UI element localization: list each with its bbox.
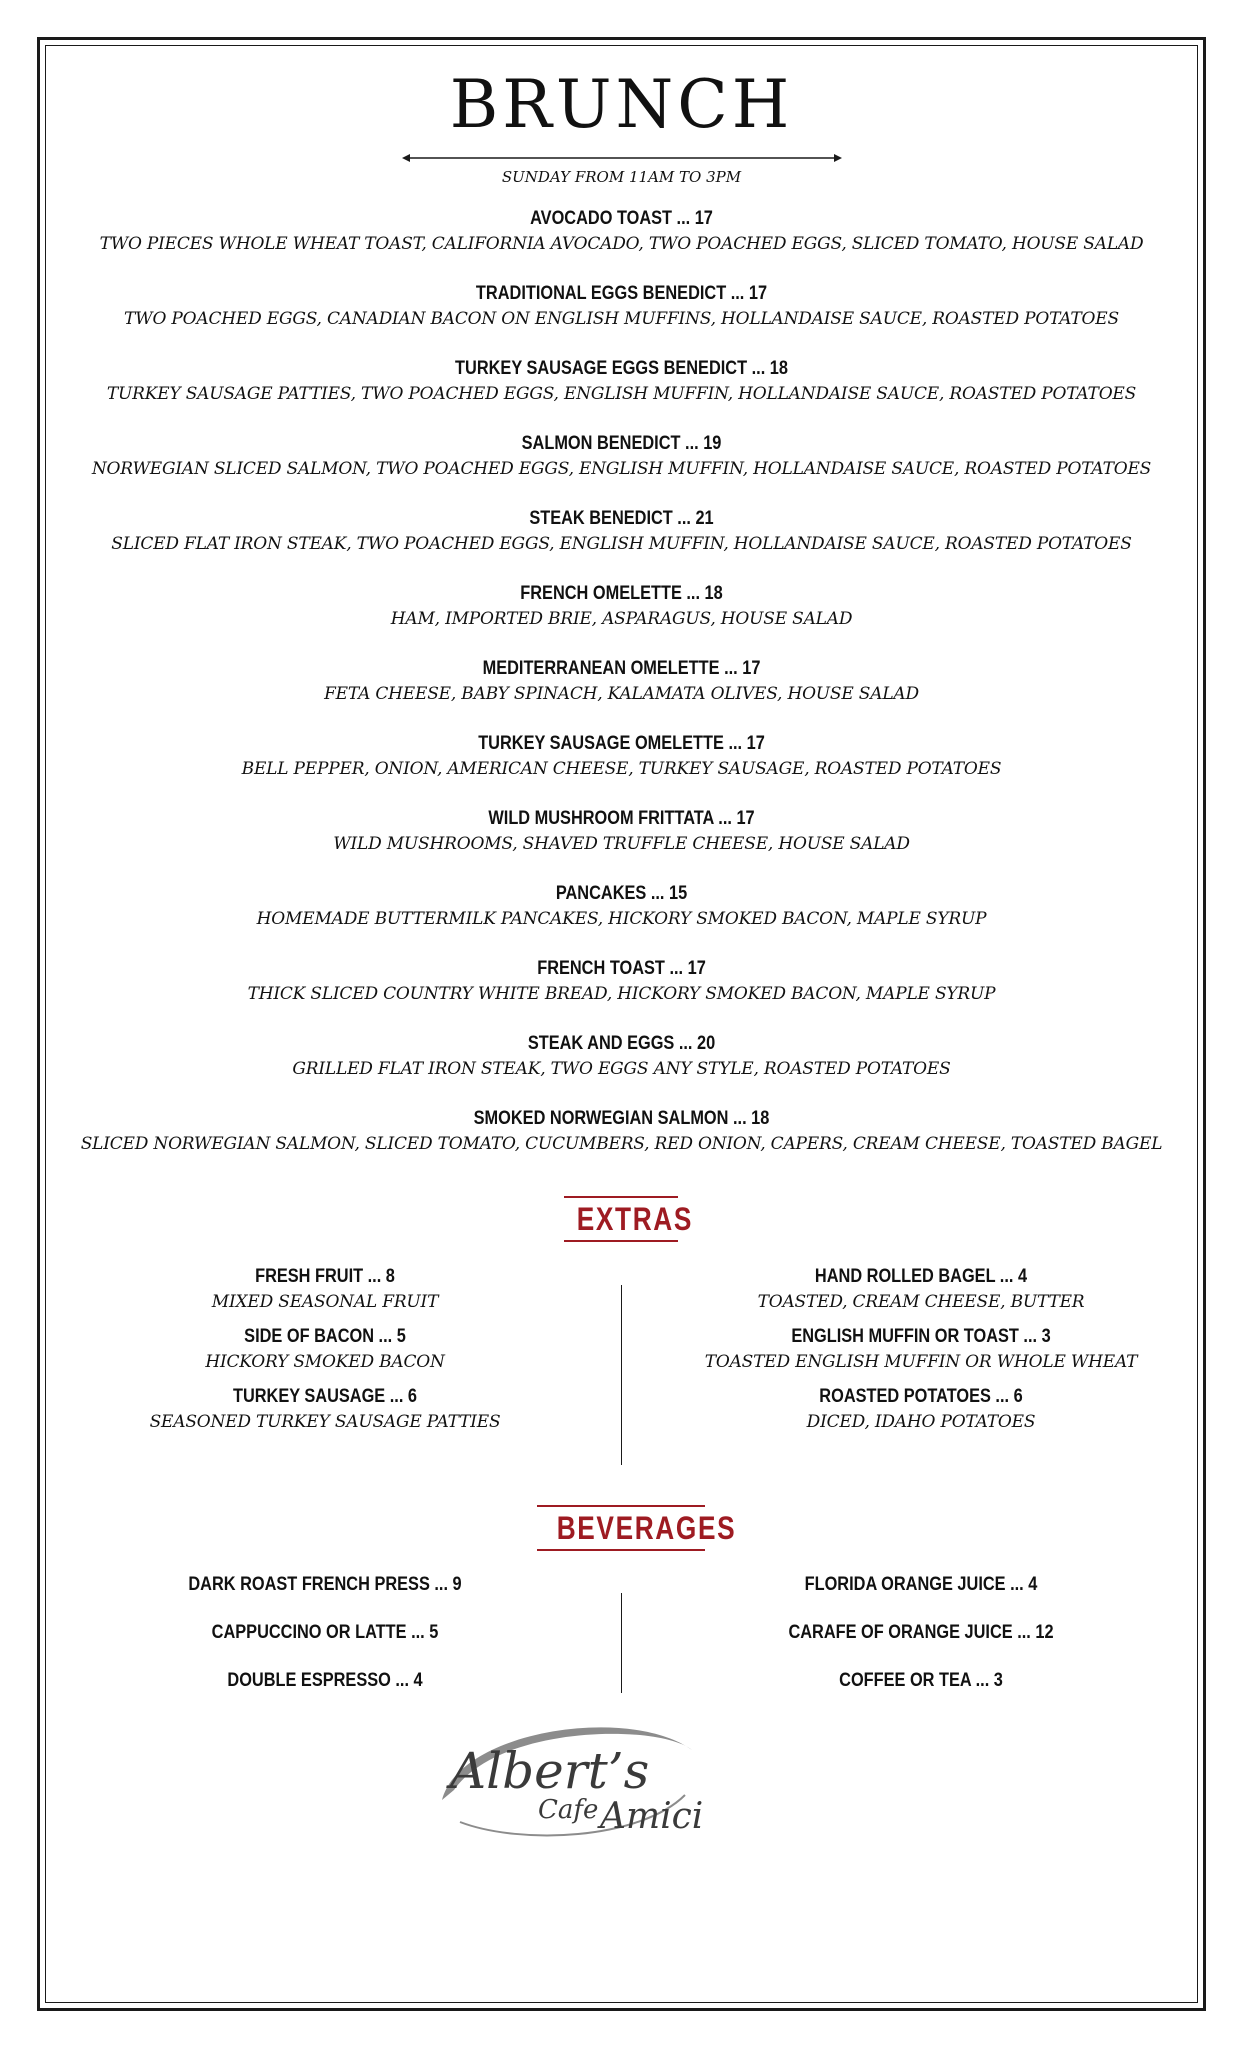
item-name: SALMON BENEDICT ... 19 [521,433,722,454]
title-arrow-rule [402,152,842,164]
menu-item [45,807,1198,855]
beverage-item: FLORIDA ORANGE JUICE ... 4 [804,1574,1038,1595]
menu-item [45,507,1198,555]
alberts-cafe-amici-logo [430,1710,730,1850]
item-description: BELL PEPPER, ONION, AMERICAN CHEESE, TURKEY SAUSAGE, ROASTED POTATOES [241,759,1002,779]
item-name: WILD MUSHROOM FRITTATA ... 17 [488,808,755,829]
extra-item [691,1325,1151,1373]
item-name: TURKEY SAUSAGE EGGS BENEDICT ... 18 [455,358,788,379]
item-name: ROASTED POTATOES ... 6 [819,1386,1023,1407]
item-description: TWO PIECES WHOLE WHEAT TOAST, CALIFORNIA AVOCADO, TWO POACHED EGGS, SLICED TOMATO, HOUSE SALAD [99,234,1144,254]
item-name: FRENCH OMELETTE ... 18 [520,583,723,604]
extra-item [691,1265,1151,1313]
item-description: THICK SLICED COUNTRY WHITE BREAD, HICKORY SMOKED BACON, MAPLE SYRUP [247,984,996,1004]
item-description: HAM, IMPORTED BRIE, ASPARAGUS, HOUSE SALAD [390,609,853,629]
extras-column-divider [621,1285,622,1465]
item-name: MEDITERRANEAN OMELETTE ... 17 [482,658,761,679]
item-name: HAND ROLLED BAGEL ... 4 [814,1266,1028,1287]
menu-item [45,582,1198,630]
item-description: DICED, IDAHO POTATOES [806,1412,1036,1432]
beverage-item: COFFEE OR TEA ... 3 [839,1670,1003,1691]
extra-item [145,1265,505,1313]
item-description: TOASTED ENGLISH MUFFIN OR WHOLE WHEAT [704,1352,1138,1372]
menu-title: BRUNCH [449,66,794,143]
menu-item [45,357,1198,405]
item-name: TURKEY SAUSAGE ... 6 [232,1386,418,1407]
item-description: SLICED NORWEGIAN SALMON, SLICED TOMATO, CUCUMBERS, RED ONION, CAPERS, CREAM CHEESE, TOASTED BAGEL [80,1134,1163,1154]
item-name: TRADITIONAL EGGS BENEDICT ... 17 [475,283,768,304]
beverage-item: DARK ROAST FRENCH PRESS ... 9 [188,1574,462,1595]
menu-item [45,282,1198,330]
item-description: TURKEY SAUSAGE PATTIES, TWO POACHED EGGS, ENGLISH MUFFIN, HOLLANDAISE SAUCE, ROASTED POTATOES [106,384,1137,404]
item-description: WILD MUSHROOMS, SHAVED TRUFFLE CHEESE, HOUSE SALAD [333,834,910,854]
extras-heading [564,1196,694,1242]
item-name: PANCAKES ... 15 [555,883,688,904]
item-description: TWO POACHED EGGS, CANADIAN BACON ON ENGLISH MUFFINS, HOLLANDAISE SAUCE, ROASTED POTATOES [124,309,1119,329]
item-description: SLICED FLAT IRON STEAK, TWO POACHED EGGS, ENGLISH MUFFIN, HOLLANDAISE SAUCE, ROASTED POTATOES [111,534,1132,554]
extras-heading-label: EXTRAS [576,1201,694,1237]
item-description: GRILLED FLAT IRON STEAK, TWO EGGS ANY STYLE, ROASTED POTATOES [292,1059,951,1079]
menu-hours: SUNDAY FROM 11AM TO 3PM [501,168,742,186]
menu-item [45,732,1198,780]
menu-item [45,432,1198,480]
menu-item [45,657,1198,705]
item-name: SMOKED NORWEGIAN SALMON ... 18 [473,1108,770,1129]
item-description: MIXED SEASONAL FRUIT [211,1292,439,1312]
beverage-item: DOUBLE ESPRESSO ... 4 [227,1670,423,1691]
beverages-heading-label: BEVERAGES [556,1510,737,1546]
beverages-heading [537,1505,737,1551]
beverage-item: CARAFE OF ORANGE JUICE ... 12 [788,1622,1054,1643]
menu-item [45,1032,1198,1080]
menu-item [45,1107,1198,1155]
menu-item [45,957,1198,1005]
item-description: NORWEGIAN SLICED SALMON, TWO POACHED EGGS, ENGLISH MUFFIN, HOLLANDAISE SAUCE, ROASTED POTATOES [91,459,1152,479]
beverages-column-divider [621,1593,622,1693]
logo-text-line1: Albert’s [450,1742,650,1800]
item-description: FETA CHEESE, BABY SPINACH, KALAMATA OLIVES, HOUSE SALAD [324,684,919,704]
menu-item [45,882,1198,930]
item-description: TOASTED, CREAM CHEESE, BUTTER [757,1292,1085,1312]
item-name: FRESH FRUIT ... 8 [255,1266,395,1287]
item-name: STEAK AND EGGS ... 20 [527,1033,716,1054]
item-name: ENGLISH MUFFIN OR TOAST ... 3 [791,1326,1051,1347]
item-description: SEASONED TURKEY SAUSAGE PATTIES [149,1412,501,1432]
item-name: TURKEY SAUSAGE OMELETTE ... 17 [478,733,765,754]
extra-item [145,1325,505,1373]
extras-left-column [145,1265,505,1445]
beverages-left-column [145,1573,505,1717]
item-name: AVOCADO TOAST ... 17 [530,208,713,229]
item-description: HICKORY SMOKED BACON [205,1352,445,1372]
extra-item [691,1385,1151,1433]
item-name: FRENCH TOAST ... 17 [537,958,706,979]
menu-item [45,207,1198,255]
beverages-right-column [721,1573,1121,1717]
logo-text-cafe: Cafe [538,1795,599,1825]
extras-right-column [691,1265,1151,1445]
item-name: STEAK BENEDICT ... 21 [529,508,714,529]
item-description: HOMEMADE BUTTERMILK PANCAKES, HICKORY SMOKED BACON, MAPLE SYRUP [256,909,987,929]
logo-text-amici: Amici [600,1796,704,1837]
beverage-item: CAPPUCCINO OR LATTE ... 5 [211,1622,439,1643]
extra-item [145,1385,505,1433]
item-name: SIDE OF BACON ... 5 [244,1326,406,1347]
